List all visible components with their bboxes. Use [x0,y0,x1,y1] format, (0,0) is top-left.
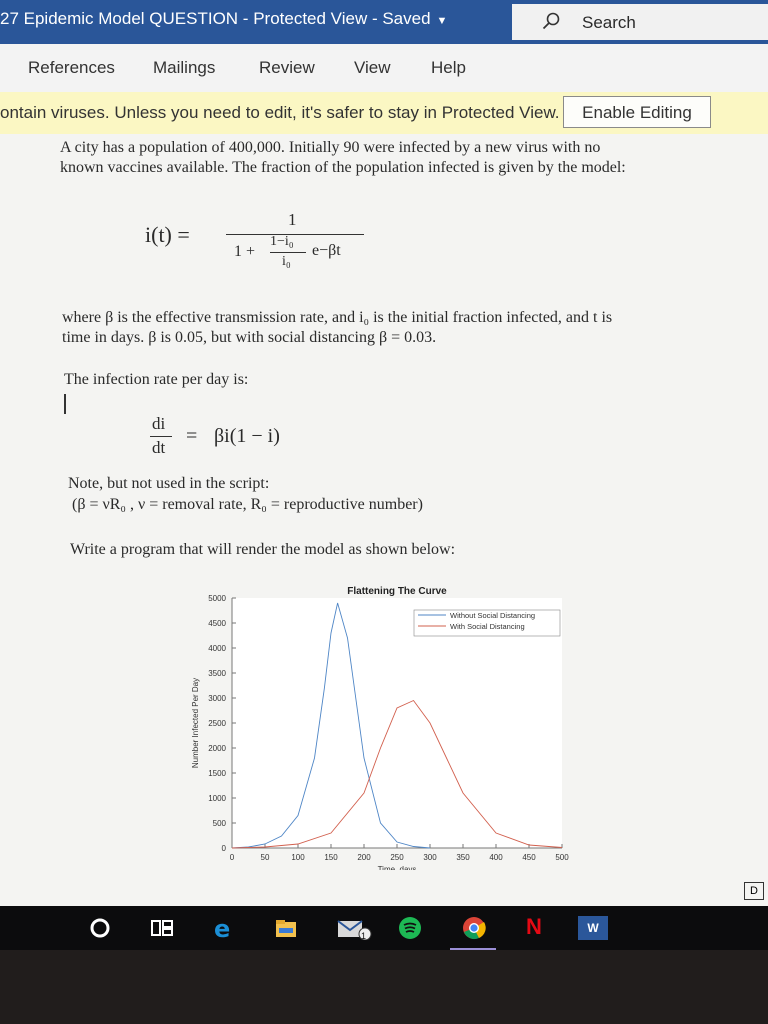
rate-intro: The infection rate per day is: [64,371,249,388]
task-view-icon[interactable] [150,916,174,940]
protected-view-bar [0,92,768,135]
y-tick-label: 4500 [208,619,226,628]
mail-icon[interactable] [336,916,372,940]
eq1-inner-numerator: 1−i₀ [270,234,294,249]
y-tick-label: 2000 [208,744,226,753]
spotify-icon[interactable] [398,916,422,940]
read-mode-icon[interactable]: D [744,882,764,900]
search-icon [542,12,560,30]
netflix-icon[interactable]: N [526,914,542,939]
document-page [0,134,768,904]
tab-view[interactable]: View [354,58,391,77]
eq1-inner-bar [270,252,306,253]
tab-help[interactable]: Help [431,58,466,77]
eq1-fraction-bar [226,234,364,235]
x-tick-label: 150 [324,853,338,862]
word-icon[interactable]: W [578,916,608,940]
x-tick-label: 350 [456,853,470,862]
eq1-inner-denominator: i₀ [282,254,291,269]
eq2-denominator: dt [152,438,166,457]
chevron-down-icon[interactable]: ▼ [436,15,448,27]
eq2-fraction-bar [150,436,172,437]
legend-label-2: With Social Distancing [450,622,525,631]
edge-icon[interactable] [212,916,236,940]
eq1-lhs: i(t) = [145,222,190,247]
window-title[interactable]: 27 Epidemic Model QUESTION - Protected View - Saved ▼ [0,9,448,28]
eq2-numerator: di [152,414,166,433]
x-tick-label: 100 [291,853,305,862]
x-tick-label: 300 [423,853,437,862]
svg-text:e: e [214,916,231,940]
enable-editing-button[interactable]: Enable Editing [563,96,711,128]
taskbar [0,906,768,950]
chrome-icon[interactable] [462,916,486,940]
monitor-bezel [0,950,768,1024]
y-tick-label: 1000 [208,794,226,803]
where-line-1: where β is the effective transmission rate, and i₀ is the initial fraction infected, and t is [62,309,613,326]
protected-view-message: ontain viruses. Unless you need to edit, it's safer to stay in Protected View. [0,103,560,122]
x-tick-label: 450 [522,853,536,862]
note-line-2: (β = νR₀ , ν = removal rate, R₀ = reproductive number) [72,496,423,513]
x-tick-label: 400 [489,853,503,862]
note-line-1: Note, but not used in the script: [68,475,270,492]
status-bar [0,870,768,906]
text-cursor [64,394,66,414]
eq1-numerator: 1 [288,210,297,229]
eq1-exponential: e−βt [312,242,341,259]
legend-label-1: Without Social Distancing [450,611,536,620]
x-tick-label: 50 [260,853,270,862]
search-label: Search [582,13,636,32]
chart-figure [180,578,580,880]
y-tick-label: 500 [212,819,226,828]
ribbon [0,44,768,92]
chart-svg [180,578,580,880]
x-tick-label: 0 [229,853,235,862]
y-tick-label: 4000 [208,644,226,653]
y-axis-label: Number Infected Per Day [191,677,200,769]
title-bar [0,0,768,44]
tab-review[interactable]: Review [259,58,315,77]
x-tick-label: 250 [390,853,404,862]
file-explorer-icon[interactable] [274,916,298,940]
tab-references[interactable]: References [28,58,115,77]
y-tick-label: 1500 [208,769,226,778]
x-tick-label: 500 [555,853,569,862]
y-tick-label: 3500 [208,669,226,678]
mail-badge-count: 1 [361,931,367,941]
y-tick-label: 0 [221,844,226,853]
chart-title: Flattening The Curve [347,586,447,597]
write-line: Write a program that will render the model as shown below: [70,541,456,558]
eq1-den-prefix: 1 + [234,243,256,260]
eq2-equals: = [186,425,198,447]
tab-mailings[interactable]: Mailings [153,58,216,77]
intro-line-1: A city has a population of 400,000. Initially 90 were infected by a new virus with no [60,139,601,156]
eq2-rhs: βi(1 − i) [214,425,280,447]
cortana-icon[interactable] [88,916,112,940]
search-box[interactable] [512,4,768,40]
where-line-2: time in days. β is 0.05, but with social distancing β = 0.03. [62,329,437,346]
intro-line-2: known vaccines available. The fraction of the population infected is given by the model: [60,159,626,176]
y-tick-label: 2500 [208,719,226,728]
y-tick-label: 3000 [208,694,226,703]
x-tick-label: 200 [357,853,371,862]
y-tick-label: 5000 [208,594,226,603]
